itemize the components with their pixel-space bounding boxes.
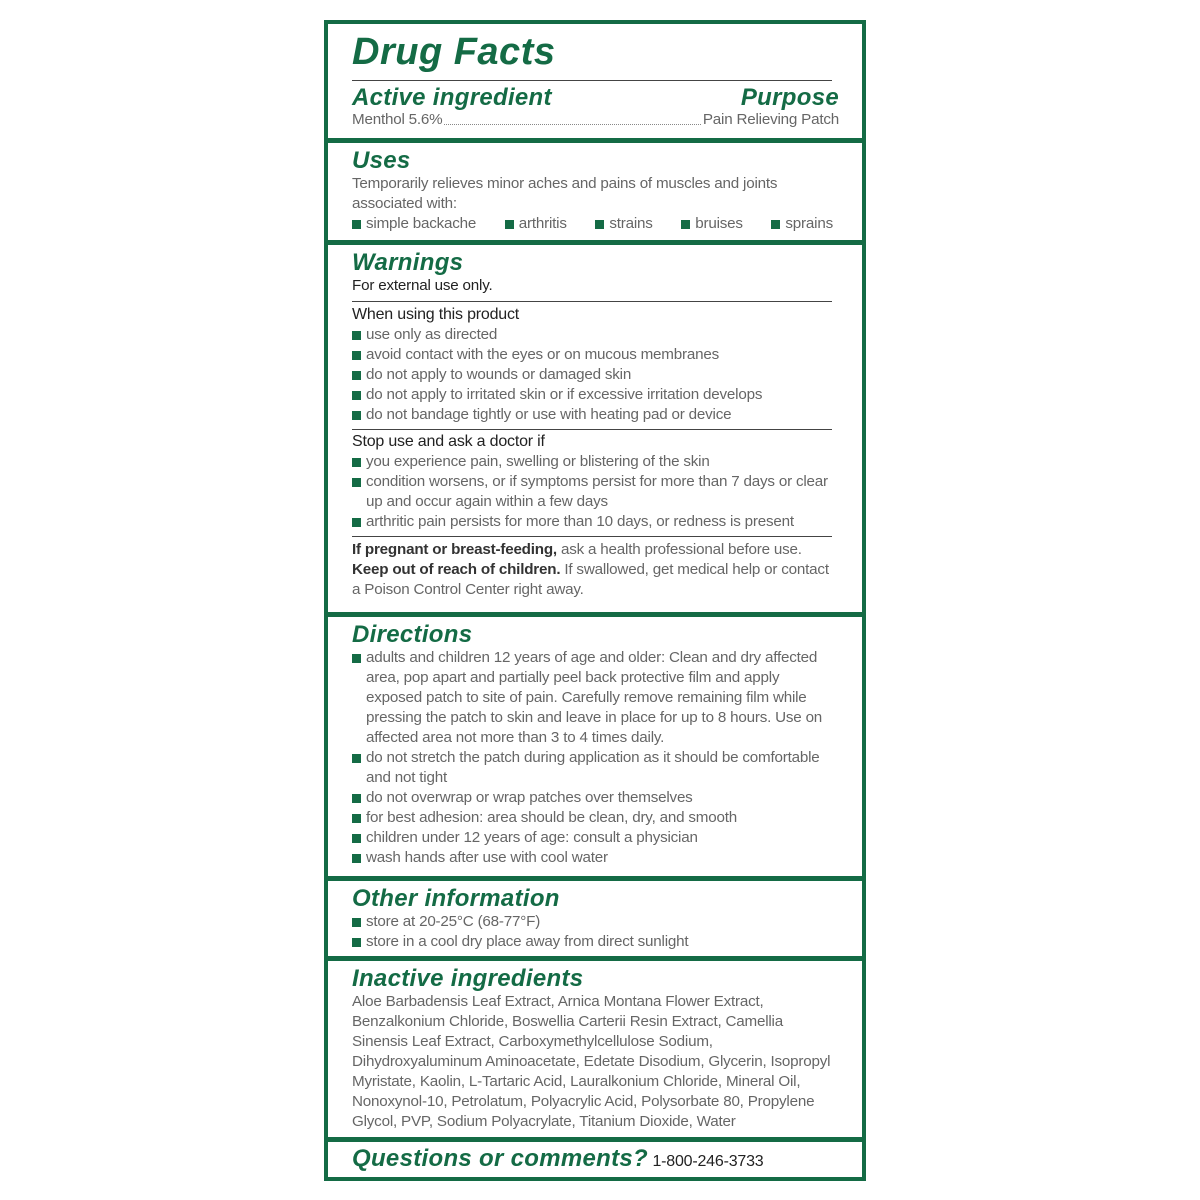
- list-item: do not overwrap or wrap patches over themselves: [352, 788, 839, 808]
- section-divider: [328, 612, 862, 617]
- square-bullet-icon: [352, 411, 361, 420]
- inactive-ingredients-heading: Inactive ingredients: [352, 966, 584, 992]
- section-divider: [328, 1137, 862, 1142]
- square-bullet-icon: [352, 814, 361, 823]
- uses-text: Temporarily relieves minor aches and pains of muscles and joints associated with:: [352, 175, 778, 212]
- square-bullet-icon: [352, 351, 361, 360]
- phone-number: 1-800-246-3733: [652, 1153, 764, 1170]
- children-warning: Keep out of reach of children. If swallowed, get medical help or contact a Poison Control Center right away.: [352, 561, 829, 598]
- uses-heading: Uses: [352, 148, 411, 174]
- list-item: strains: [595, 214, 652, 234]
- square-bullet-icon: [352, 834, 361, 843]
- list-item: arthritis: [505, 214, 567, 234]
- list-item: adults and children 12 years of age and older: Clean and dry affected area, pop apart and partially peel back protective film and apply exposed patch to site of pain. Carefully remove remaining film while pressing the patch to skin and leave in place for up to 8 hours. Use on affected area not more than 3 to 4 times daily.: [352, 648, 839, 748]
- list-item: sprains: [771, 214, 833, 234]
- other-information-section: [332, 886, 858, 956]
- leader-dots: [444, 124, 700, 125]
- section-divider: [328, 876, 862, 881]
- square-bullet-icon: [771, 220, 780, 229]
- external-use-text: For external use only.: [352, 277, 493, 294]
- drug-facts-title: Drug Facts: [352, 31, 556, 73]
- square-bullet-icon: [352, 331, 361, 340]
- list-item: avoid contact with the eyes or on mucous membranes: [352, 345, 839, 365]
- directions-section: [332, 622, 858, 874]
- square-bullet-icon: [352, 391, 361, 400]
- square-bullet-icon: [352, 654, 361, 663]
- section-divider: [328, 956, 862, 961]
- square-bullet-icon: [352, 938, 361, 947]
- square-bullet-icon: [352, 478, 361, 487]
- title-rule: [352, 80, 832, 81]
- warnings-heading: Warnings: [352, 250, 464, 276]
- list-item: for best adhesion: area should be clean, dry, and smooth: [352, 808, 839, 828]
- square-bullet-icon: [352, 518, 361, 527]
- section-divider: [328, 138, 862, 143]
- list-item: arthritic pain persists for more than 10 days, or redness is present: [352, 512, 839, 532]
- square-bullet-icon: [352, 220, 361, 229]
- active-ingredient-section: [332, 30, 858, 140]
- list-item: use only as directed: [352, 325, 839, 345]
- list-item: do not apply to irritated skin or if excessive irritation develops: [352, 385, 839, 405]
- inactive-ingredients-section: [332, 966, 858, 1136]
- uses-list: [352, 214, 833, 234]
- list-item: do not stretch the patch during application as it should be comfortable and not tight: [352, 748, 839, 788]
- square-bullet-icon: [352, 854, 361, 863]
- square-bullet-icon: [352, 458, 361, 467]
- list-item: store in a cool dry place away from direct sunlight: [352, 932, 839, 952]
- square-bullet-icon: [352, 918, 361, 927]
- list-item: store at 20-25°C (68-77°F): [352, 912, 839, 932]
- list-item: simple backache: [352, 214, 476, 234]
- active-ingredient-name: Menthol 5.6%: [352, 111, 443, 128]
- list-item: children under 12 years of age: consult a physician: [352, 828, 839, 848]
- warnings-section: [332, 250, 858, 612]
- list-item: bruises: [681, 214, 743, 234]
- directions-heading: Directions: [352, 622, 473, 648]
- questions-section: [332, 1146, 858, 1178]
- list-item: do not bandage tightly or use with heating pad or device: [352, 405, 839, 425]
- section-divider: [328, 240, 862, 245]
- square-bullet-icon: [505, 220, 514, 229]
- warnings-rule: [352, 536, 832, 537]
- warnings-rule: [352, 429, 832, 430]
- stop-use-heading: Stop use and ask a doctor if: [352, 433, 545, 450]
- square-bullet-icon: [352, 371, 361, 380]
- when-using-heading: When using this product: [352, 306, 520, 323]
- warnings-rule: [352, 301, 832, 302]
- drug-facts-panel: [324, 20, 866, 1181]
- pregnant-warning: If pregnant or breast-feeding, ask a health professional before use.: [352, 541, 802, 558]
- active-ingredient-purpose: Pain Relieving Patch: [702, 111, 839, 128]
- square-bullet-icon: [681, 220, 690, 229]
- square-bullet-icon: [595, 220, 604, 229]
- list-item: condition worsens, or if symptoms persist for more than 7 days or clear up and occur again within a few days: [352, 472, 839, 512]
- questions-label: Questions or comments?: [352, 1146, 648, 1172]
- list-item: you experience pain, swelling or blistering of the skin: [352, 452, 839, 472]
- square-bullet-icon: [352, 754, 361, 763]
- inactive-ingredients-text: Aloe Barbadensis Leaf Extract, Arnica Montana Flower Extract, Benzalkonium Chloride, Boswellia Carterii Resin Extract, Camellia Sinensis Leaf Extract, Carboxymethylcellulose Sodium, Dihydroxyaluminum Aminoacetate, Edetate Disodium, Glycerin, Isopropyl Myristate, Kaolin, L-Tartaric Acid, Lauralkonium Chloride, Mineral Oil, Nonoxynol-10, Petrolatum, Polyacrylic Acid, Polysorbate 80, Propylene Glycol, PVP, Sodium Polyacrylate, Titanium Dioxide, Water: [352, 993, 831, 1130]
- square-bullet-icon: [352, 794, 361, 803]
- list-item: do not apply to wounds or damaged skin: [352, 365, 839, 385]
- list-item: wash hands after use with cool water: [352, 848, 839, 868]
- purpose-heading: Purpose: [740, 84, 839, 111]
- uses-section: [332, 148, 858, 240]
- active-ingredient-heading: Active ingredient: [352, 84, 552, 111]
- other-information-heading: Other information: [352, 886, 560, 912]
